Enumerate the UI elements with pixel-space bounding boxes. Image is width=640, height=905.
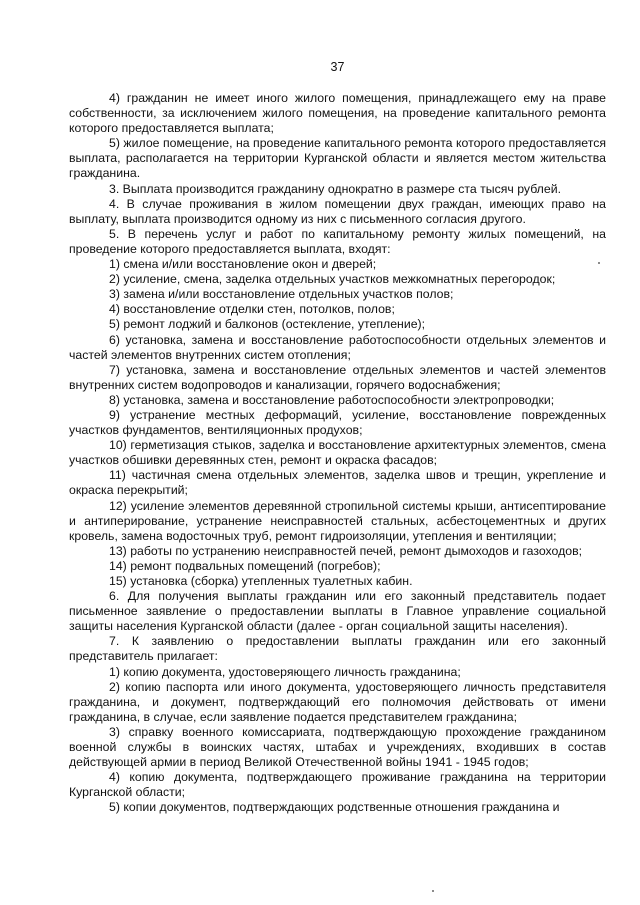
paragraph: 3. Выплата производится гражданину однократно в размере ста тысяч рублей.	[109, 181, 561, 196]
paragraph: 7. К заявлению о предоставлении выплаты гражданин или его законный представитель прилагает:	[69, 634, 606, 664]
list-item: 11) частичная смена отдельных элементов, заделка швов и трещин, укрепление и окраска перекрытий;	[69, 468, 606, 498]
list-item: 5) ремонт лоджий и балконов (остекление, утепление);	[109, 317, 426, 332]
list-item: 4) копию документа, подтверждающего проживание гражданина на территории Курганской области;	[69, 770, 606, 800]
list-item: 7) установка, замена и восстановление отдельных элементов и частей элементов внутренних систем водопроводов и канализации, горячего водоснабжения;	[69, 362, 606, 392]
paragraph: 6. Для получения выплаты гражданин или его законный представитель подает письменное заявление о предоставлении выплаты в Главное управление социальной защиты населения Курганской области (далее - орган социальной защиты населения).	[69, 589, 606, 634]
list-item: 8) установка, замена и восстановление работоспособности электропроводки;	[109, 392, 555, 407]
list-item: 5) копии документов, подтверждающих родственные отношения гражданина и	[109, 800, 560, 815]
list-item: 15) установка (сборка) утепленных туалетных кабин.	[109, 574, 413, 588]
page-number: 37	[330, 60, 345, 74]
paragraph: 5) жилое помещение, на проведение капитального ремонта которого предоставляется выплата, располагается на территории Курганской области и является местом жительства гражданина.	[69, 136, 606, 181]
list-item: 2) копию паспорта или иного документа, удостоверяющего личность представителя гражданина, и документ, подтверждающий его полномочия действовать от имени гражданина, в случае, если заявление подается представителем гражданина;	[69, 679, 606, 724]
scan-speck	[598, 262, 600, 264]
document-body	[69, 91, 606, 816]
list-item: 10) герметизация стыков, заделка и восстановление архитектурных элементов, смена участков обшивки деревянных стен, ремонт и окраска фасадов;	[69, 438, 606, 468]
list-item: 13) работы по устранению неисправностей печей, ремонт дымоходов и газоходов;	[109, 543, 583, 558]
list-item: 4) восстановление отделки стен, потолков, полов;	[109, 302, 395, 317]
paragraph: 4. В случае проживания в жилом помещении двух граждан, имеющих право на выплату, выплата производится одному из них с письменного согласия другого.	[69, 196, 606, 226]
list-item: 3) замена и/или восстановление отдельных участков полов;	[109, 287, 454, 302]
list-item: 14) ремонт подвальных помещений (погребов);	[109, 558, 381, 573]
list-item: 1) смена и/или восстановление окон и дверей;	[109, 257, 377, 272]
list-item: 12) усиление элементов деревянной стропильной системы крыши, антисептирование и антиперирование, устранение неисправностей стальных, асбестоцементных и других кровель, замена водосточных труб, ремонт гидроизоляции, утепления и вентиляции;	[69, 498, 606, 543]
list-item: 3) справку военного комиссариата, подтверждающую прохождение гражданином военной службы в воинских частях, штабах и учреждениях, входивших в состав действующей армии в период Великой Отечественной войны 1941 - 1945 годов;	[69, 724, 606, 770]
paragraph: 5. В перечень услуг и работ по капитальному ремонту жилых помещений, на проведение которого предоставляется выплата, входят:	[69, 226, 606, 256]
list-item: 9) устранение местных деформаций, усиление, восстановление поврежденных участков фундаментов, вентиляционных продухов;	[69, 407, 606, 438]
list-item: 6) установка, замена и восстановление работоспособности отдельных элементов и частей элементов внутренних систем отопления;	[69, 332, 606, 362]
list-item: 2) усиление, смена, заделка отдельных участков межкомнатных перегородок;	[109, 272, 556, 287]
paragraph: 4) гражданин не имеет иного жилого помещения, принадлежащего ему на праве собственности, за исключением жилого помещения, на проведение капитального ремонта которого предоставляется выплата;	[69, 91, 606, 136]
scan-speck	[432, 890, 434, 892]
list-item: 1) копию документа, удостоверяющего личность гражданина;	[109, 664, 461, 679]
